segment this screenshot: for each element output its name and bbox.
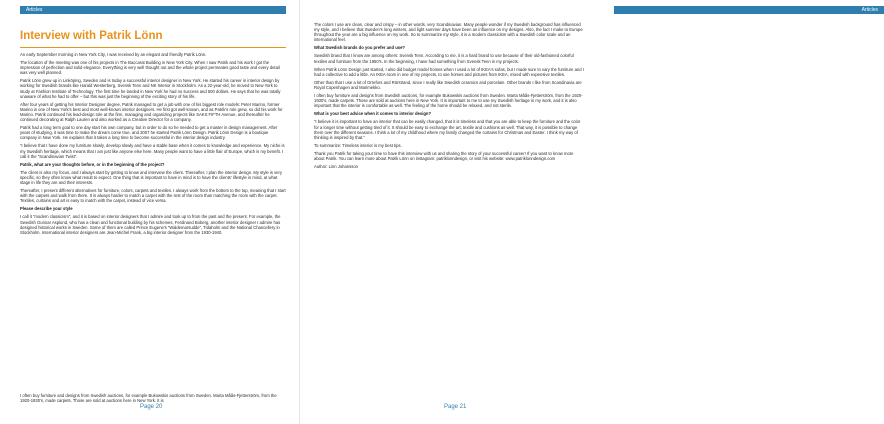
left-header-bar: [20, 6, 286, 14]
paragraph: Thank you Patrik for taking your time to have this interview with us and sharing the story of your successful career! If you want to know more about Patrik. You can learn more about Patrik Lönn on instagram: patriklonndesign, or visit his website: www.patriklonndesign.com: [314, 150, 574, 161]
page-number-left: Page 20: [140, 404, 163, 410]
question-heading: Please describe your style: [20, 206, 73, 212]
question-heading: What Swedish brands do you prefer and use?: [314, 45, 405, 51]
paragraph: Other than that I use a lot of Orrefors and Rörstrand, since I really like Swedish ceramics and porcelain. Other brands I like from Scandinavia are Royal Copenhagen and Marimekko.: [314, 79, 582, 90]
page-number-right: Page 21: [444, 404, 467, 410]
paragraph: An early September morning in New York City, I was received by an elegant and friendly Patrik Lönn.: [20, 52, 207, 57]
paragraph: The location of the meeting was one of his projects in The Baccarat Building in New York City. When I saw Patrik and his work I got the impression of perfection and solid elegance. Everything is very well thought out and the whole project permeates good taste and every detail was very well planned.: [20, 60, 280, 76]
paragraph: The client is also my focus, and I always start by getting to know and interview the client. Thereafter, I plan the interior design. My style is very specific, so they often know what result to expect. One thing that is important to have in mind is to have the clients' lifestyle in mind, at what stage in life they are and their interests.: [20, 169, 282, 185]
paragraph: After four years of getting his Interior Designer degree, Patrik managed to get a job with one of his biggest role models: Peter Marino, former Marino is one of New York's best and most well-known interior designers. He first got well-known, and as Patrik's role grew, so did his work for Marino. Patrik continued his lead-design role at the firm, managing and organizing projects like SAKS FIFTH Avenue, and thereafter he continued decorating at Ralph Lauren and also worked as a Creative Director for a company.: [20, 101, 283, 123]
left-header-label: Articles: [26, 7, 43, 13]
right-page: [300, 0, 878, 424]
author-line: Author: Linn Johansson: [314, 164, 358, 170]
question-heading: What is your best advice when it comes to interior design?: [314, 111, 432, 117]
paragraph: “I believe it is important to have an interior that can be easily changed, that it is timeless and that you are able to keep the furniture and the color for a longer time without getting tired of it. It should be easy to exchange the art, textile and cushions as well. That way, it is possible to change them over the different seasons. I think a lot of my childhood where my family changed the curtains for Christmas and Easter. I think my way of thinking is inspired by that.”: [314, 119, 581, 140]
paragraph: “I believe that I have done my furniture slowly, develop slowly and have a stable base when it comes to knowledge and experience. My niche is my Swedish heritage, which means that I am just like anyone else here. Many people want to have a little flair of Europe, which is my benefit. I call it the “Scandinavian Twist”.: [20, 143, 285, 159]
right-content: [314, 22, 584, 169]
paragraph: When Patrik Lönn Design just started, I also did budget model homes when I used a lot of IKEA's sofas, but I made sure to vary the furniture and I had a collective to add a little. An IKEA room in one of my projects, to use homes and pictures from IKEA, mixed with expensive textiles.: [314, 66, 584, 77]
paragraph: The colors I use are clean, clear and crispy – in other words, very Scandinavian. Many people wonder if my Swedish background has influenced my style, and I believe that Sweden's long winters, and light summer days have been an influence on my designs. Also, the fact I make to Europe throughout the year are a big influence on my work. So to summarize my style, it is a modern classicism with a Swedish color scale and an international feel.: [314, 22, 583, 43]
right-header-bar: [614, 6, 884, 14]
footnote: I often buy furniture and designs from Swedish auctions, for example Bukowskis auctions from Sweden. Marta Måås-Fjetterström, from the 1920-1930's, made carpets. Those are sold at auctions here in New York. It is: [20, 393, 277, 403]
paragraph: I often buy furniture and designs from Swedish auctions, for example Bukowskis auctions from Sweden. Marta Måås-Fjetterström, from the 1920-1930's, made carpets. Those are sold at auctions here in New York. It is important to me to use my Swedish heritage in my work, and it is also important that the interior is comfortable as well. The feeling of the home should be relaxed, and not sterile.: [314, 93, 583, 109]
article-title: Interview with Patrik Lönn: [20, 30, 163, 42]
paragraph: To summarize: Timeless interior is my best tips.: [314, 142, 402, 148]
right-header-label: Articles: [861, 7, 878, 13]
paragraph: Thereafter, I present different alternatives for furniture, colors, carpets and textiles. I always work from the bottom to the top, meaning that I start with the carpets and walk from there. It is always harder to match a carpet with the rest of the room than matching the room with the carpet. Textiles, curtains and art is easy to match with the carpet, instead of vice versa.: [20, 188, 286, 204]
question-heading: Patrik, what are your thoughts before, or in the beginning of the project?: [20, 161, 165, 167]
paragraph: Patrik had a long term goal to one day start his own company, but in order to do so he needed to get a master in design management. After years of studying, it was time to make the dream come true, and 2007 he started Patrik Lönn Design. Patrik Lönn Design is a boutique company in New York. He explains that it takes a long time to become successful in the interior design industry.: [20, 125, 278, 141]
paragraph: I call it “modern classicism”, and it is based on interior designers that I admire and took up to from the past and the present. For example, the Swedish Gunnar Asplund, who has a clean and functional building by his schemes, Ferdinand Boberg, another interior designer I admire has designed historical works in Sweden. Some of them are called Prince Eugene's “Waldemarsudde”, Tidaholm and the National Chancellery in Stockholm. International interior designers are Jean-Michel Frank, a big interior designer from the 1930-1940.: [20, 214, 281, 235]
title-rule: [20, 47, 286, 48]
paragraph: Patrik Lönn grew up in Linköping, Sweden and is today a successful interior designer in New York. He started his career in interior design by working for Swedish brands like Harald Westerberg, Svensk Tenn and NK Interior in Stockholm. As a 22-year-old, he moved to New York to study at Fashion Institute of Technology. The first time he landed in New York he had no success and 500 dollars. He says that he was totally unaware of what he had to offer – but this was just the beginning of the exciting story of his life.: [20, 78, 281, 99]
paragraph: Swedish brand that I know are among others: Svensk Tenn. According to me, it is a hard brand to use because of their old-fashioned colorful textiles and furniture from the 1950's. In the beginning, I have had something from Svensk Tenn in my projects.: [314, 53, 574, 64]
left-page: [0, 0, 300, 424]
